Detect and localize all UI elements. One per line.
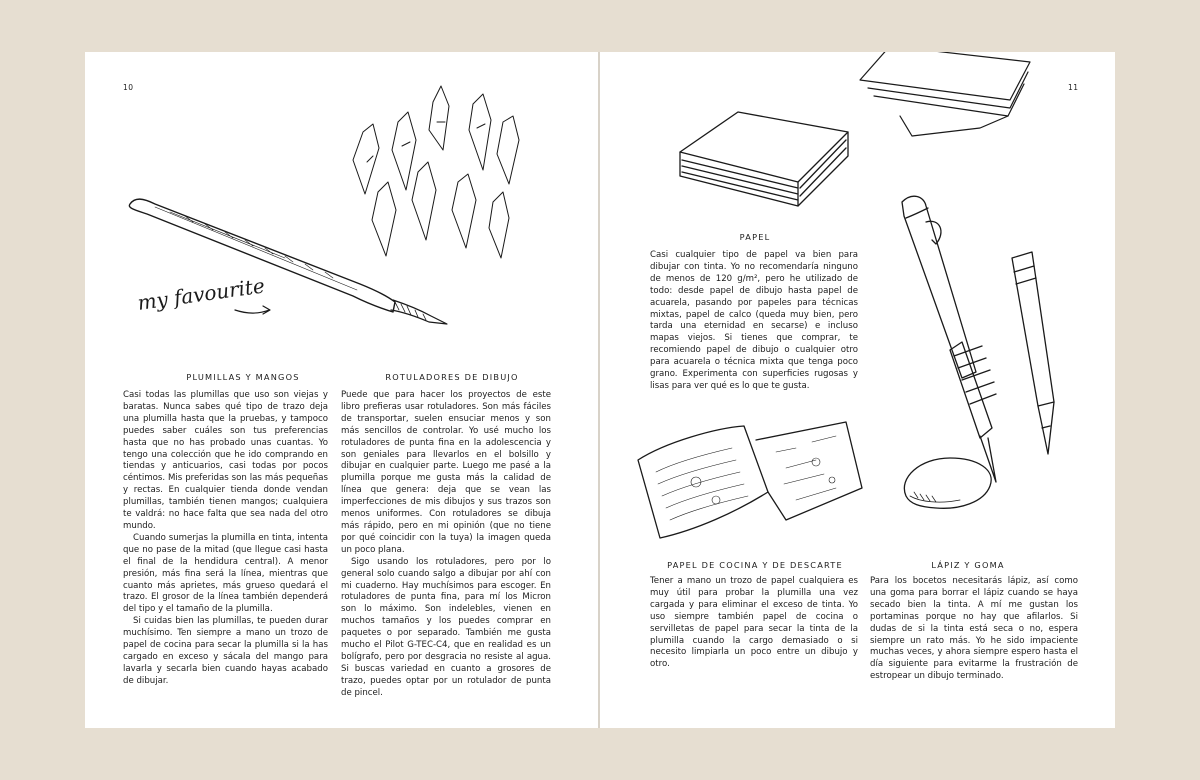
text-column-plumillas [123, 390, 328, 688]
section-heading-papel: PAPEL [739, 232, 771, 242]
handwritten-note-text: my favourite [136, 273, 267, 315]
text-column-papel-cocina [650, 576, 858, 671]
page-number-left: 10 [123, 83, 134, 92]
section-heading-rotuladores: ROTULADORES DE DIBUJO [385, 372, 519, 382]
section-heading-plumillas: PLUMILLAS Y MANGOS [186, 372, 300, 382]
section-heading-lapiz-goma: LÁPIZ Y GOMA [931, 560, 1005, 570]
eraser-illustration [900, 452, 1000, 512]
pencils-illustration [892, 192, 1072, 492]
nibs-illustration [333, 82, 533, 272]
paragraph: Si cuidas bien las plumillas, te pueden durar muchísimo. Ten siempre a mano un trozo de papel de cocina para secar la plumilla si la has cargado en exceso y sácala del mango para lavarla y secarla bien cuando hayas acabado de dibujar. [123, 616, 328, 686]
paragraph: Puede que para hacer los proyectos de este libro prefieras usar rotuladores. Son más fáciles de transportar, suelen ensuciar menos y son más sencillos de controlar. Yo usé mucho los rotuladores de punta fina en la adolescencia y son geniales para llevarlos en el bolsillo y dibujar en cualquier parte. Luego me pasé a la plumilla porque me gusta más la calidad de línea que genera: deja que se vean las imperfecciones de mis dibujos y sus trazos son menos uniformes. Con rotuladores se dibuja más rápido, pero en mi opinión (que no tiene por qué coincidir con la tuya) la imagen queda un poco plana. [341, 390, 551, 555]
paragraph: Casi cualquier tipo de papel va bien para dibujar con tinta. Yo no recomendaría ninguno de menos de 120 g/m², pero he utilizado de todo: desde papel de dibujo hasta papel de acuarela, pasando por papeles para técnicas mixtas, papel de calco (queda muy bien, pero tarda una eternidad en secarse) e incluso mapas viejos. Si tienes que comprar, te recomiendo papel de dibujo o cualquier otro para acuarela o técnica mixta que tenga poco grano. Experimenta con superficies rugosas y lisas para ver qué es lo que te gusta. [650, 250, 858, 391]
left-page [85, 52, 600, 728]
paragraph: Sigo usando los rotuladores, pero por lo general solo cuando salgo a dibujar por ahí con mi cuaderno. Hay muchísimos para escoger. En rotuladores de punta fina, para mí los Micron son lo máximo. Son indelebles, vienen en muchos tamaños y los puedes comprar en paquetes o por separado. También me gusta mucho el Pilot G-TEC-C4, que en realidad es un bolígrafo, pero por desgracia no resiste al agua. Si buscas variedad en cuanto a grosores de trazo, puedes optar por un rotulador de punta de pincel. [341, 556, 551, 698]
section-heading-papel-cocina: PAPEL DE COCINA Y DE DESCARTE [667, 560, 843, 570]
paragraph: Casi todas las plumillas que uso son viejas y baratas. Nunca sabes qué tipo de trazo deja una plumilla hasta que la pruebas, y tampoco puedes saber cuáles son tus preferencias hasta que no has probado unas cuantas. Yo tengo una colección que he ido comprando en tiendas y anticuarios, casi todas por pocos céntimos. Mis preferidas son las más pequeñas y rectas. En cualquier tienda donde vendan plumillas, también tienen mangos; cualquiera te valdrá: no hace falta que sea nada del otro mundo. [123, 390, 328, 531]
text-column-lapiz-goma [870, 576, 1078, 683]
scrap-paper-illustration [636, 412, 866, 542]
right-page [600, 52, 1115, 728]
paragraph: Cuando sumerjas la plumilla en tinta, intenta que no pase de la mitad (que llegue casi hasta el final de la hendidura central). A menor presión, más fina será la línea, mientras que cuanto más aprietes, más grueso quedará el trazo. El grosor de la línea también dependerá del tipo y el tamaño de la plumilla. [123, 532, 328, 615]
paragraph: Para los bocetos necesitarás lápiz, así como una goma para borrar el lápiz cuando se haya secado bien la tinta. A mí me gustan los portaminas porque no hay que afilarlos. Si dudas de si la tinta está seca o no, espera siempre un rato más. Yo he sido impaciente muchas veces, y ahora siempre espero hasta el día siguiente para evitarme la frustración de estropear un dibujo terminado. [870, 576, 1078, 682]
handwritten-note [135, 274, 295, 324]
paper-stack-illustration [678, 110, 858, 230]
text-column-papel [650, 250, 858, 393]
text-column-rotuladores [341, 390, 551, 700]
paragraph: Tener a mano un trozo de papel cualquiera es muy útil para probar la plumilla una vez cargada y para eliminar el exceso de tinta. Yo uso siempre también papel de cocina o servilletas de papel para secar la tinta de la plumilla cuando la cargo demasiado o si necesito limpiarla un poco entre un dibujo y otro. [650, 576, 858, 670]
page-number-right: 11 [1068, 83, 1079, 92]
loose-sheets-illustration [860, 52, 1040, 144]
